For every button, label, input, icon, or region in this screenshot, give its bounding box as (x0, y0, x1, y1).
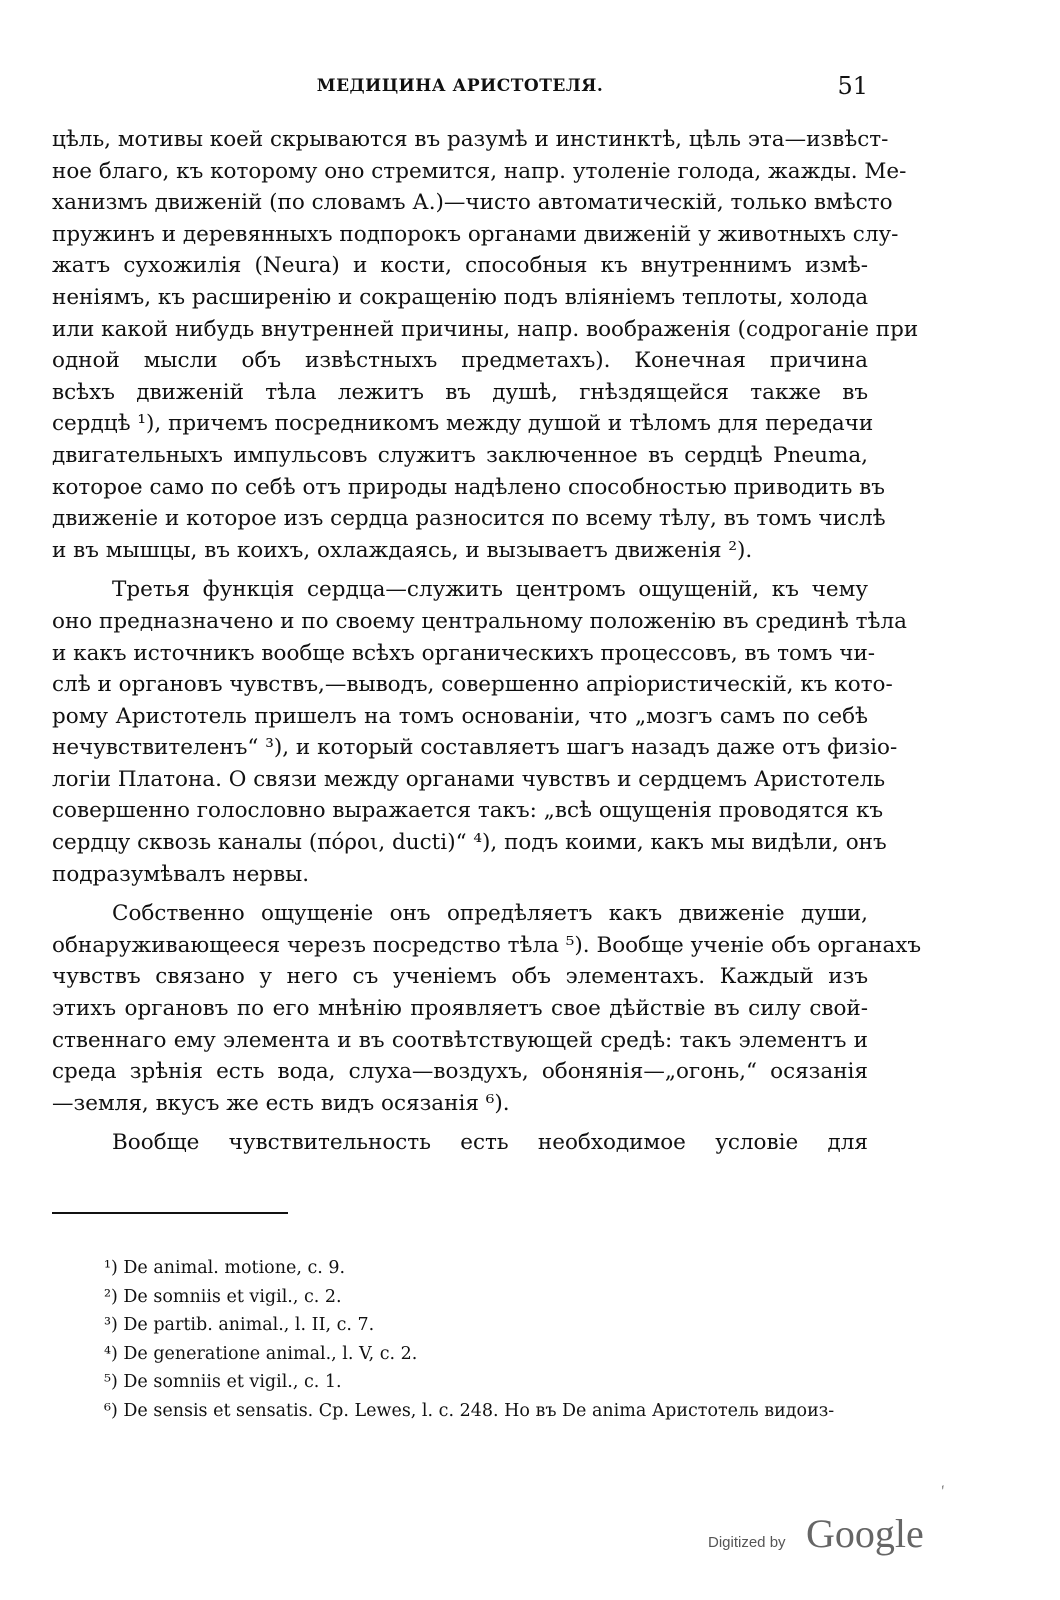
text-line: обнаруживающееся черезъ посредство тѣла ⁵). Вообще ученіе объ органахъ (52, 932, 922, 958)
footnote: ⁴) De generatione animal., l. V, c. 2. (104, 1343, 418, 1364)
text-line: ное благо, къ которому оно стремится, напр. утоленіе голода, жажды. Ме- (52, 158, 907, 184)
text-line: ханизмъ движеній (по словамъ А.)—чисто автоматическій, только вмѣсто (52, 190, 893, 216)
text-line: слѣ и органовъ чувствъ,—выводъ, совершенно апріористическій, къ кото- (52, 672, 893, 698)
text-line: двигательныхъ импульсовъ служитъ заключенное въ сердцѣ Pneuma, (52, 442, 868, 468)
footnote: ⁶) De sensis et sensatis. Cp. Lewes, l. c. 248. Но въ De anima Аристотель видоиз- (104, 1400, 835, 1421)
text-line: или какой нибудь внутренней причины, напр. воображенія (содроганіе при (52, 316, 919, 342)
text-line: пружинъ и деревянныхъ подпорокъ органами движеній у животныхъ слу- (52, 221, 899, 247)
body-text (52, 124, 922, 1159)
text-line: жатъ сухожилія (Neura) и кости, способныя къ внутреннимъ измѣ- (52, 253, 868, 279)
text-line: движеніе и которое изъ сердца разносится по всему тѣлу, въ томъ числѣ (52, 506, 886, 532)
footnote: ¹) De animal. motione, c. 9. (104, 1258, 346, 1278)
text-line: Третья функція сердца—служить центромъ ощущеній, къ чему (112, 577, 868, 603)
text-line: одной мысли объ извѣстныхъ предметахъ). Конечная причина (52, 348, 868, 374)
text-line: которое само по себѣ отъ природы надѣлено способностью приводить въ (52, 474, 885, 500)
footnotes (104, 1254, 868, 1426)
watermark-prefix: Digitized by (708, 1534, 786, 1551)
text-line: Собственно ощущеніе онъ опредѣляетъ какъ движеніе души, (112, 901, 868, 927)
text-line: чувствъ связано у него съ ученіемъ объ элементахъ. Каждый изъ (52, 964, 868, 990)
text-line: —земля, вкусъ же есть видъ осязанія ⁶). (52, 1090, 510, 1116)
text-line: оно предназначено и по своему центральному положенію въ срединѣ тѣла (52, 608, 907, 634)
text-line: сердцу сквозь каналы (πόροι, ducti)“ ⁴), подъ коими, какъ мы видѣли, онъ (52, 830, 887, 856)
page-header (52, 72, 868, 102)
text-line: совершенно голословно выражается такъ: „всѣ ощущенія проводятся къ (52, 798, 884, 824)
paragraph-1 (52, 124, 919, 566)
text-line: Вообще чувствительность есть необходимое условіе для (112, 1130, 868, 1156)
footnote: ²) De somniis et vigil., c. 2. (104, 1286, 342, 1307)
text-line: нечувствителенъ“ ³), и который составляетъ шагъ назадъ даже отъ физіо- (52, 735, 898, 761)
google-logo: Google (806, 1511, 924, 1556)
digitized-watermark (708, 1511, 968, 1556)
text-line: этихъ органовъ по его мнѣнію проявляетъ свое дѣйствіе въ силу свой- (52, 996, 868, 1022)
text-line: неніямъ, къ расширенію и сокращенію подъ вліяніемъ теплоты, холода (52, 284, 869, 310)
text-line: логіи Платона. О связи между органами чувствъ и сердцемъ Аристотель (52, 766, 886, 792)
text-line: цѣль, мотивы коей скрываются въ разумѣ и инстинктѣ, цѣль эта—извѣст- (52, 127, 889, 152)
footnote-separator (52, 1212, 288, 1214)
text-line: подразумѣвалъ нервы. (52, 861, 310, 887)
footnote: ³) De partib. animal., l. II, c. 7. (104, 1315, 375, 1336)
paragraph-2 (52, 574, 907, 890)
text-line: среда зрѣнія есть вода, слуха—воздухъ, обонянія—„огонь,“ осязанія (52, 1059, 868, 1085)
text-line: всѣхъ движеній тѣла лежитъ въ душѣ, гнѣздящейся также въ (52, 379, 868, 405)
text-line: рому Аристотель пришелъ на томъ основаніи, что „мозгъ самъ по себѣ (52, 703, 868, 729)
text-line: и въ мышцы, въ коихъ, охлаждаясь, и вызываетъ движенія ²). (52, 537, 753, 563)
paragraph-3 (52, 898, 922, 1119)
footnote: ⁵) De somniis et vigil., c. 1. (104, 1372, 342, 1393)
running-title: МЕДИЦИНА АРИСТОТЕЛЯ. (316, 76, 604, 96)
text-line: ственнаго ему элемента и въ соотвѣтствующей средѣ: такъ элементъ и (52, 1027, 868, 1053)
page-number: 51 (837, 72, 868, 100)
text-line: и какъ источникъ вообще всѣхъ органическихъ процессовъ, въ томъ чи- (52, 640, 876, 666)
scan-mark-icon: ′ (939, 1482, 954, 1503)
text-line: сердцѣ ¹), причемъ посредникомъ между душой и тѣломъ для передачи (52, 411, 874, 437)
paragraph-4 (52, 1127, 868, 1159)
